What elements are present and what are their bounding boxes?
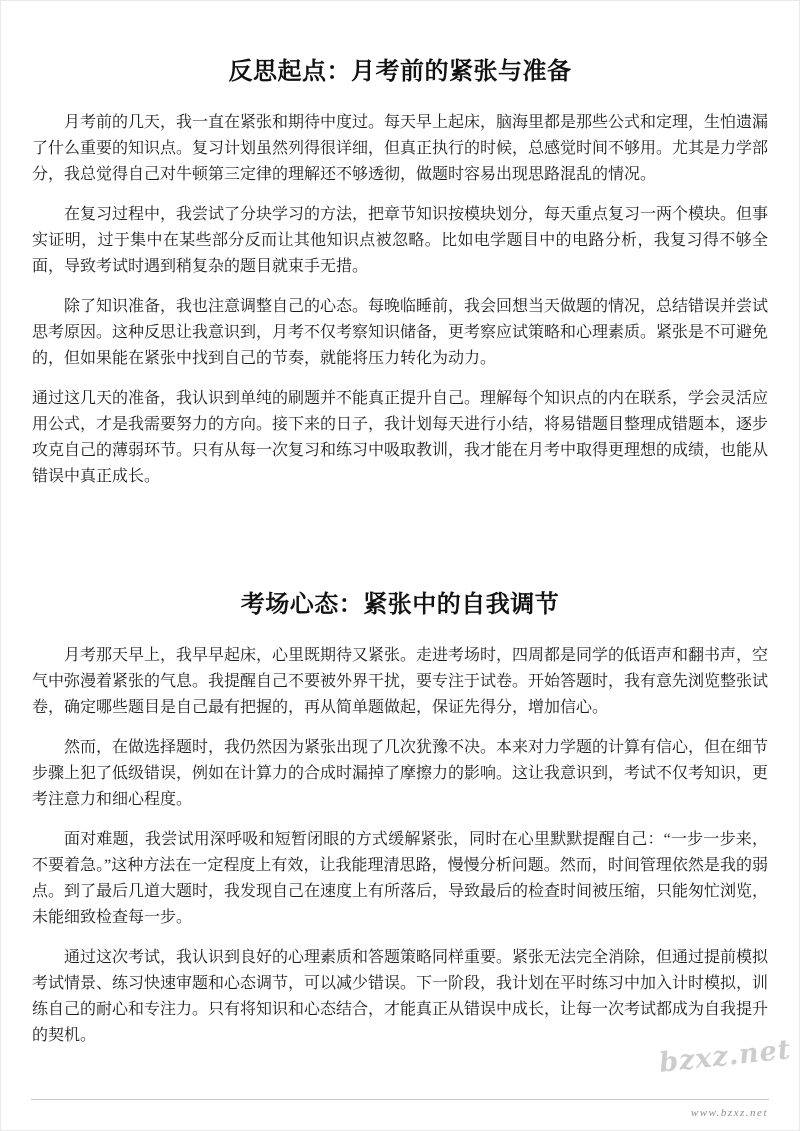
section-2-paragraph-4: 通过这次考试，我认识到良好的心理素质和答题策略同样重要。紧张无法完全消除，但通过提前模拟考试情景、练习快速审题和心态调节，可以减少错误。下一阶段，我计划在平时练习中加入计时模拟，训练自己的耐心和专注力。只有将知识和心态结合，才能真正从错误中成长，让每一次考试都成为自我提升的契机。	[32, 949, 769, 1044]
section-1-paragraph-3: 除了知识准备，我也注意调整自己的心态。每晚临睡前，我会回想当天做题的情况，总结错误并尝试思考原因。这种反思让我意识到，月考不仅考察知识储备，更考察应试策略和心理素质。紧张是不可避免的，但如果能在紧张中找到自己的节奏，就能将压力转化为动力。	[32, 298, 769, 367]
footer-site-url: www.bzxz.net	[690, 1107, 768, 1119]
site-watermark: bzxz.net	[657, 1034, 793, 1079]
section-2-title: 考场心态：紧张中的自我调节	[240, 592, 560, 618]
section-2-paragraph-3: 面对难题，我尝试用深呼吸和短暂闭眼的方式缓解紧张，同时在心里默默提醒自己：“一步一步来，不要着急。”这种方法在一定程度上有效，让我能理清思路，慢慢分析问题。然而，时间管理依然是我的弱点。到了最后几道大题时，我发现自己在速度上有所落后，导致最后的检查时间被压缩，只能匆忙浏览，未能细致检查每一步。	[32, 831, 769, 926]
section-1-paragraph-2: 在复习过程中，我尝试了分块学习的方法，把章节知识按模块划分，每天重点复习一两个模块。但事实证明，过于集中在某些部分反而让其他知识点被忽略。比如电学题目中的电路分析，我复习得不够全面，导致考试时遇到稍复杂的题目就束手无措。	[32, 206, 769, 275]
section-2-paragraph-1: 月考那天早上，我早早起床，心里既期待又紧张。走进考场时，四周都是同学的低语声和翻书声，空气中弥漫着紧张的气息。我提醒自己不要被外界干扰，要专注于试卷。开始答题时，我有意先浏览整张试卷，确定哪些题目是自己最有把握的，再从简单题做起，保证先得分，增加信心。	[32, 647, 769, 716]
footer-divider	[31, 1099, 769, 1100]
section-1-title: 反思起点：月考前的紧张与准备	[228, 59, 572, 85]
section-1-paragraph-4: 通过这几天的准备，我认识到单纯的刷题并不能真正提升自己。理解每个知识点的内在联系，学会灵活应用公式，才是我需要努力的方向。接下来的日子，我计划每天进行小结，将易错题目整理成错题本，逐步攻克自己的薄弱环节。只有从每一次复习和练习中吸取教训，我才能在月考中取得更理想的成绩，也能从错误中真正成长。	[32, 390, 769, 485]
section-2-paragraph-2: 然而，在做选择题时，我仍然因为紧张出现了几次犹豫不决。本来对力学题的计算有信心，但在细节步骤上犯了低级错误，例如在计算力的合成时漏掉了摩擦力的影响。这让我意识到，考试不仅考知识，更考注意力和细心程度。	[32, 739, 769, 808]
essay-section-1	[32, 51, 768, 490]
essay-section-2	[32, 584, 768, 1049]
section-1-paragraph-1: 月考前的几天，我一直在紧张和期待中度过。每天早上起床，脑海里都是那些公式和定理，生怕遗漏了什么重要的知识点。复习计划虽然列得很详细，但真正执行的时候，总感觉时间不够用。尤其是力学部分，我总觉得自己对牛顿第三定律的理解还不够透彻，做题时容易出现思路混乱的情况。	[32, 114, 769, 183]
